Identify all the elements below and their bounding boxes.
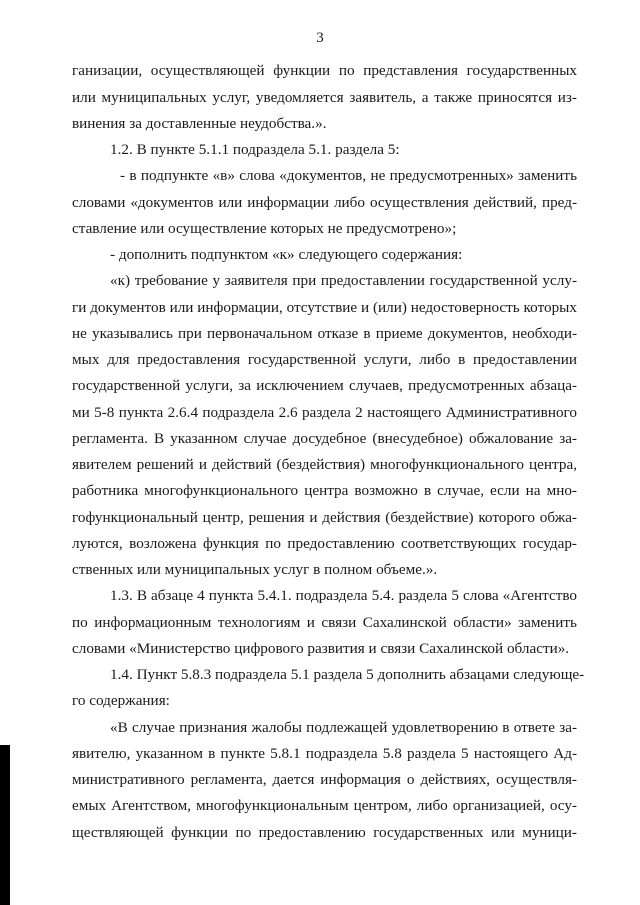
text-line: ществляющей функции по предоставлению государственных или муници- <box>72 824 577 841</box>
text-line: луются, возложена функция по предоставлению соответствующих государ- <box>72 535 577 552</box>
text-line: работника многофункционального центра возможно в случае, если на мно- <box>72 482 577 499</box>
text-line: винения за доставленные неудобства.». <box>72 115 327 132</box>
text-line: «к) требование у заявителя при предоставлении государственной услу- <box>110 272 577 289</box>
text-line: ги документов или информации, отсутствие и (или) недостоверность которых <box>72 299 577 316</box>
text-line: «В случае признания жалобы подлежащей удовлетворению в ответе за- <box>110 719 577 736</box>
text-line: словами «документов или информации либо осуществления действий, пред- <box>72 194 577 211</box>
text-line: гофункциональный центр, решения и действия (бездействие) которого обжа- <box>72 509 577 526</box>
text-line: мых для предоставления государственной услуги, либо в предоставлении <box>72 351 577 368</box>
text-line: 1.2. В пункте 5.1.1 подраздела 5.1. раздела 5: <box>110 141 400 158</box>
text-line: словами «Министерство цифрового развития и связи Сахалинской области». <box>72 640 570 657</box>
scan-edge-shadow <box>0 745 10 905</box>
text-line: го содержания: <box>72 692 170 709</box>
text-line: не указывались при первоначальном отказе в приеме документов, необходи- <box>72 325 577 342</box>
text-line: емых Агентством, многофункциональным центром, либо организацией, осу- <box>72 797 577 814</box>
text-line: ственных или муниципальных услуг в полном объеме.». <box>72 561 438 578</box>
text-line: - в подпункте «в» слова «документов, не предусмотренных» заменить <box>120 167 577 184</box>
text-line: государственной услуги, за исключением случаев, предусмотренных абзаца- <box>72 377 577 394</box>
text-line: министративного регламента, дается информация о действиях, осуществля- <box>72 771 577 788</box>
text-line: ми 5-8 пункта 2.6.4 подраздела 2.6 раздела 2 настоящего Административного <box>72 404 577 421</box>
text-line: или муниципальных услуг, уведомляется заявитель, а также приносятся из- <box>72 89 577 106</box>
text-line: 1.4. Пункт 5.8.3 подраздела 5.1 раздела 5 дополнить абзацами следующе- <box>110 666 585 683</box>
text-line: 1.3. В абзаце 4 пункта 5.4.1. подраздела 5.4. раздела 5 слова «Агентство <box>110 587 577 604</box>
text-line: ставление или осуществление которых не предусмотрено»; <box>72 220 457 237</box>
text-line: ганизации, осуществляющей функции по представления государственных <box>72 62 577 79</box>
text-line: явителю, указанном в пункте 5.8.1 подраздела 5.8 раздела 5 настоящего Ад- <box>72 745 577 762</box>
text-line: - дополнить подпунктом «к» следующего содержания: <box>110 246 463 263</box>
page-number: 3 <box>316 30 324 46</box>
text-line: явителем решений и действий (бездействия) многофункционального центра, <box>72 456 577 473</box>
text-line: по информационным технологиям и связи Сахалинской области» заменить <box>72 614 577 631</box>
text-line: регламента. В указанном случае досудебное (внесудебное) обжалование за- <box>72 430 577 447</box>
